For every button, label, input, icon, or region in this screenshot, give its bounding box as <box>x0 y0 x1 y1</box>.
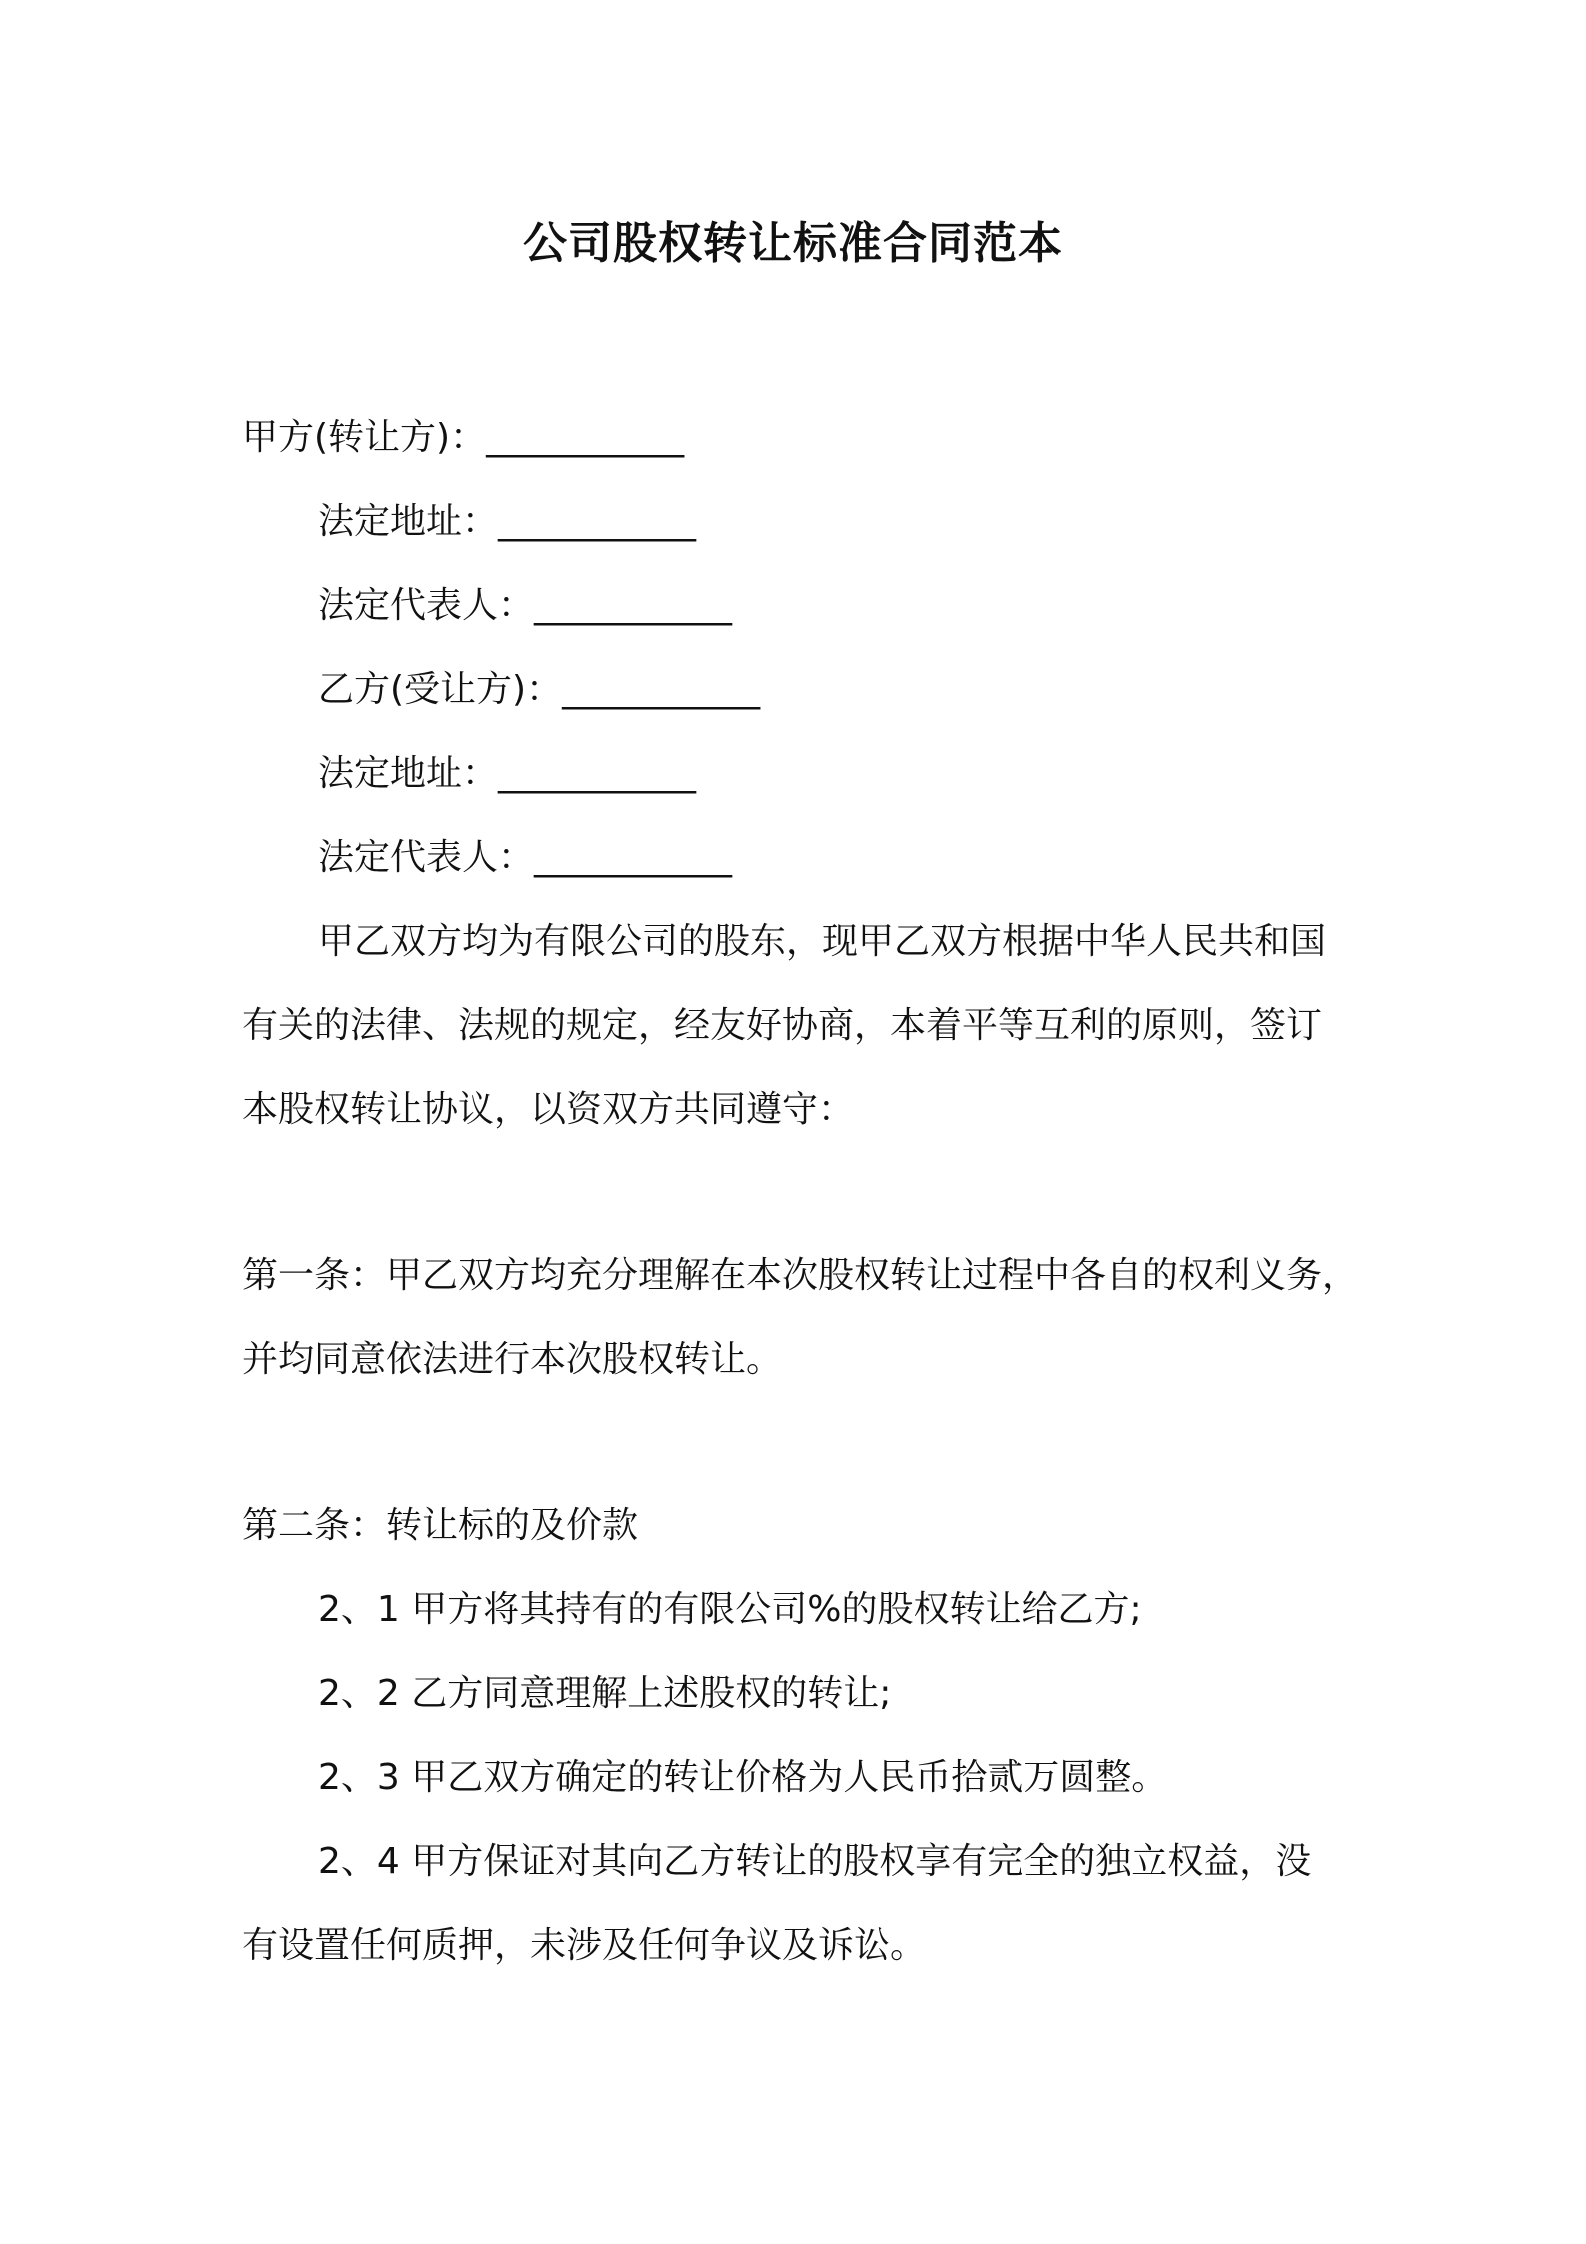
clause-2-3: 2、3 甲乙双方确定的转让价格为人民币拾贰万圆整。 <box>318 1757 1168 1798</box>
party-a-line: 甲方(转让方)：___________ <box>242 417 685 458</box>
clause-2-2: 2、2 乙方同意理解上述股权的转让; <box>318 1673 892 1714</box>
intro-line-1: 甲乙双方均为有限公司的股东，现甲乙双方根据中华人民共和国 <box>318 921 1327 962</box>
party-a-address: 法定地址：___________ <box>318 501 697 542</box>
party-b-line: 乙方(受让方)：___________ <box>318 669 761 710</box>
clause-2-4-line-2: 有设置任何质押，未涉及任何争议及诉讼。 <box>242 1925 927 1966</box>
party-a-representative: 法定代表人：___________ <box>318 585 733 626</box>
article1-line-2: 并均同意依法进行本次股权转让。 <box>242 1339 783 1380</box>
clause-2-4-line-1: 2、4 甲方保证对其向乙方转让的股权享有完全的独立权益，没 <box>318 1841 1312 1882</box>
article1-line-1: 第一条：甲乙双方均充分理解在本次股权转让过程中各自的权利义务， <box>242 1255 1359 1296</box>
article2-heading: 第二条：转让标的及价款 <box>242 1505 639 1546</box>
intro-line-2: 有关的法律、法规的规定，经友好协商，本着平等互利的原则，签订 <box>242 1005 1323 1046</box>
party-b-address: 法定地址：___________ <box>318 753 697 794</box>
intro-line-3: 本股权转让协议，以资双方共同遵守： <box>242 1089 855 1130</box>
clause-2-1: 2、1 甲方将其持有的有限公司%的股权转让给乙方; <box>318 1589 1142 1630</box>
party-b-representative: 法定代表人：___________ <box>318 837 733 878</box>
document-title: 公司股权转让标准合同范本 <box>523 218 1063 269</box>
